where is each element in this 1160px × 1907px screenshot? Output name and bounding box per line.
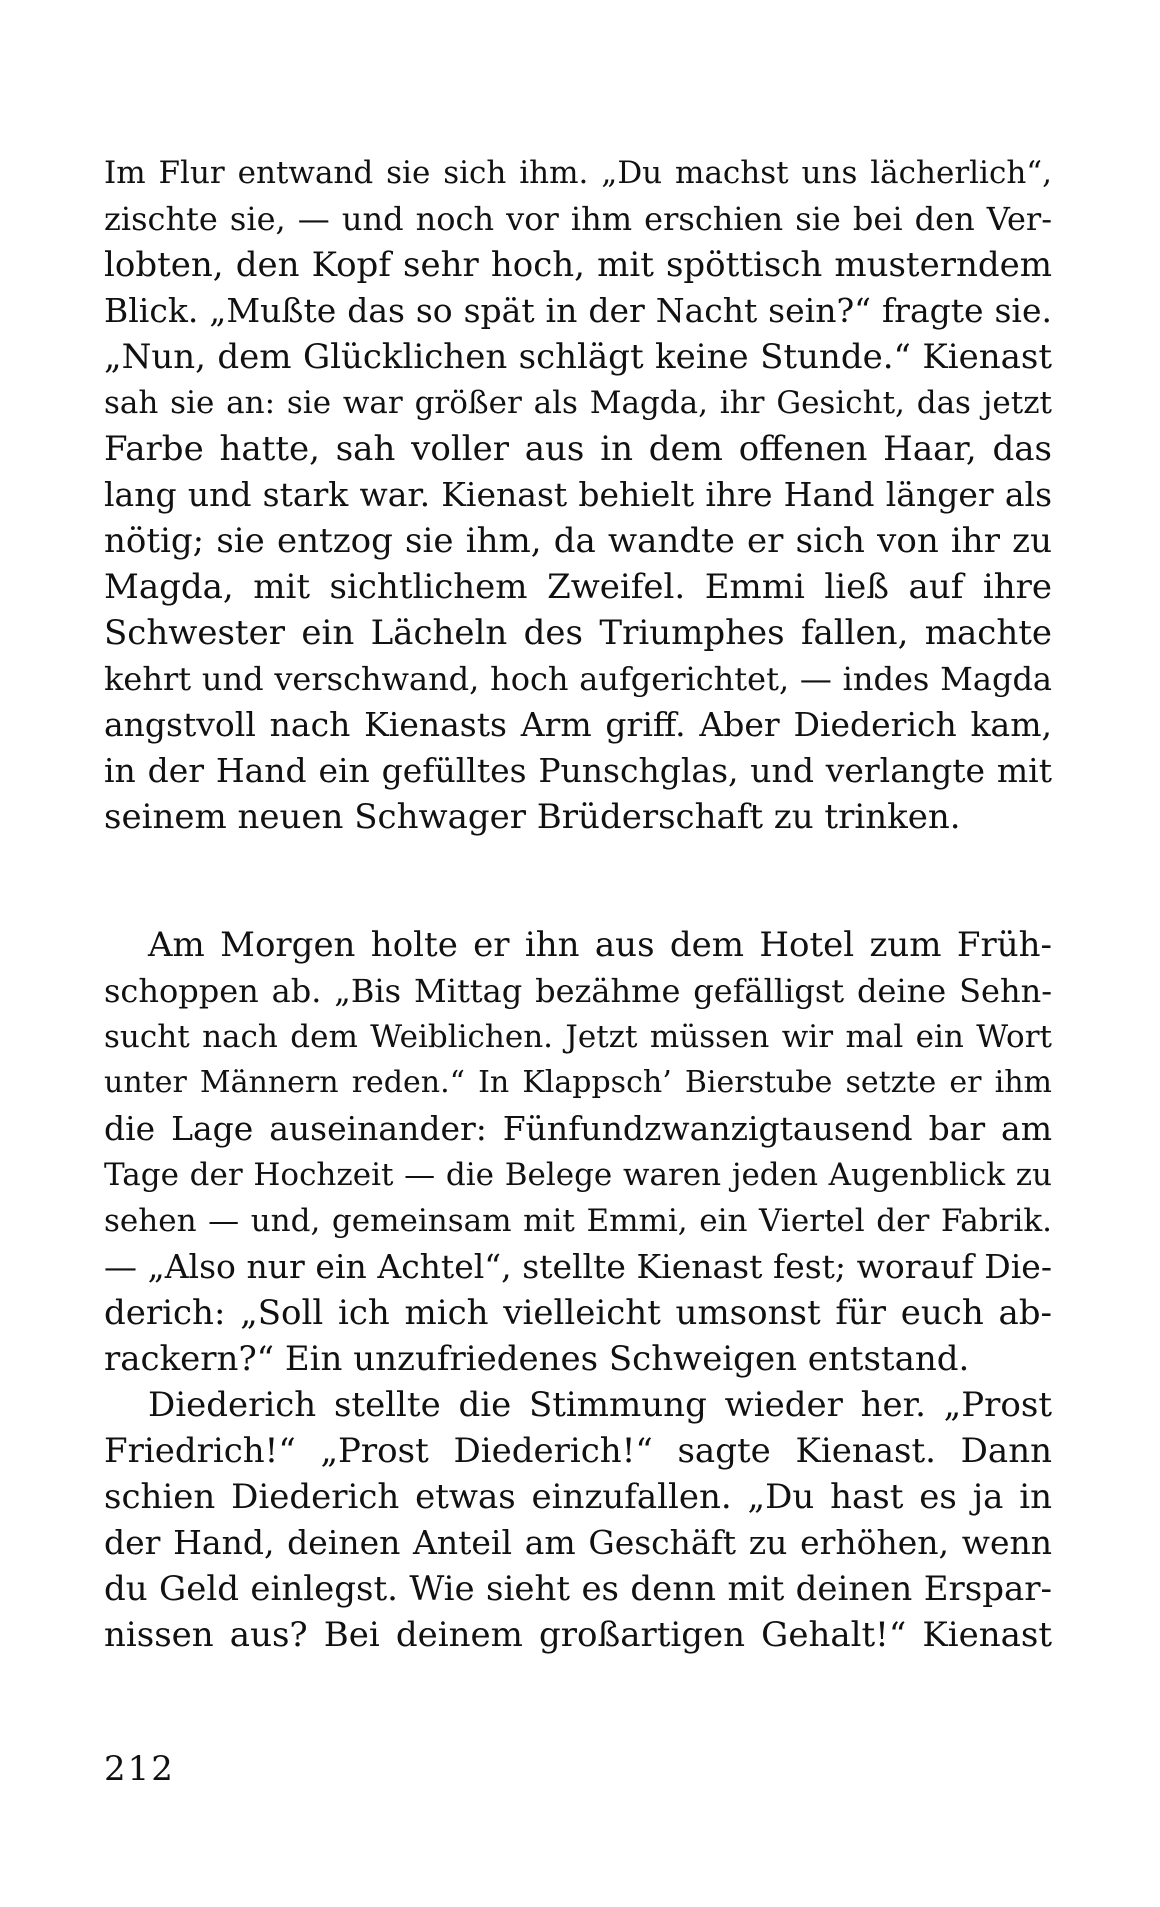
text-line: lobten, den Kopf sehr hoch, mit spöttisch musterndem <box>104 245 1052 285</box>
text-line: Im Flur entwand sie sich ihm. „Du machst uns lächerlich“, <box>104 155 1052 191</box>
text-line: der Hand, deinen Anteil am Geschäft zu erhöhen, wenn <box>104 1523 1052 1562</box>
paragraph <box>104 922 1052 1382</box>
text-line: angstvoll nach Kienasts Arm griff. Aber Diederich kam, <box>104 705 1052 744</box>
text-line: Tage der Hochzeit — die Belege waren jeden Augenblick zu <box>104 1157 1052 1193</box>
text-line: lang und stark war. Kienast behielt ihre Hand länger als <box>104 475 1052 514</box>
text-line: Am Morgen holte er ihn aus dem Hotel zum Früh- <box>148 925 1052 965</box>
text-line: kehrt und verschwand, hoch aufgerichtet, — indes Magda <box>104 660 1052 698</box>
text-line: schien Diederich etwas einzufallen. „Du hast es ja in <box>104 1477 1052 1517</box>
text-line: „Nun, dem Glücklichen schlägt keine Stunde.“ Kienast <box>104 337 1052 377</box>
text-line: derich: „Soll ich mich vielleicht umsonst für euch ab- <box>104 1293 1052 1333</box>
paragraph <box>104 150 1052 840</box>
text-line: Magda, mit sichtlichem Zweifel. Emmi ließ auf ihre <box>104 567 1052 607</box>
text-line: sehen — und, gemeinsam mit Emmi, ein Viertel der Fabrik. <box>104 1203 1052 1239</box>
page-number: 212 <box>104 1749 175 1789</box>
text-line: schoppen ab. „Bis Mittag bezähme gefälligst deine Sehn- <box>104 972 1052 1010</box>
text-line: seinem neuen Schwager Brüderschaft zu trinken. <box>104 797 961 837</box>
text-line: Schwester ein Lächeln des Triumphes fallen, machte <box>104 613 1052 653</box>
text-line: in der Hand ein gefülltes Punschglas, und verlangte mit <box>104 751 1052 790</box>
text-line: rackern?“ Ein unzufriedenes Schweigen entstand. <box>104 1339 970 1379</box>
text-line: nötig; sie entzog sie ihm, da wandte er sich von ihr zu <box>104 521 1052 561</box>
text-line: Blick. „Mußte das so spät in der Nacht sein?“ fragte sie. <box>104 291 1052 330</box>
text-line: nissen aus? Bei deinem großartigen Gehalt!“ Kienast <box>104 1615 1052 1655</box>
text-line: zischte sie, — und noch vor ihm erschien sie bei den Ver- <box>104 200 1052 238</box>
text-line: Farbe hatte, sah voller aus in dem offenen Haar, das <box>104 429 1052 469</box>
text-line: sucht nach dem Weiblichen. Jetzt müssen wir mal ein Wort <box>104 1019 1052 1055</box>
paragraph <box>104 1382 1052 1658</box>
text-line: — „Also nur ein Achtel“, stellte Kienast fest; worauf Die- <box>104 1247 1052 1286</box>
text-line: Diederich stellte die Stimmung wieder her. „Prost <box>148 1385 1052 1425</box>
text-line: sah sie an: sie war größer als Magda, ihr Gesicht, das jetzt <box>104 385 1052 421</box>
text-line: die Lage auseinander: Fünfundzwanzigtausend bar am <box>104 1109 1052 1148</box>
text-line: unter Männern reden.“ In Klappsch’ Bierstube setzte er ihm <box>104 1065 1052 1100</box>
text-line: Friedrich!“ „Prost Diederich!“ sagte Kienast. Dann <box>104 1431 1052 1471</box>
text-line: du Geld einlegst. Wie sieht es denn mit deinen Erspar- <box>104 1569 1052 1609</box>
